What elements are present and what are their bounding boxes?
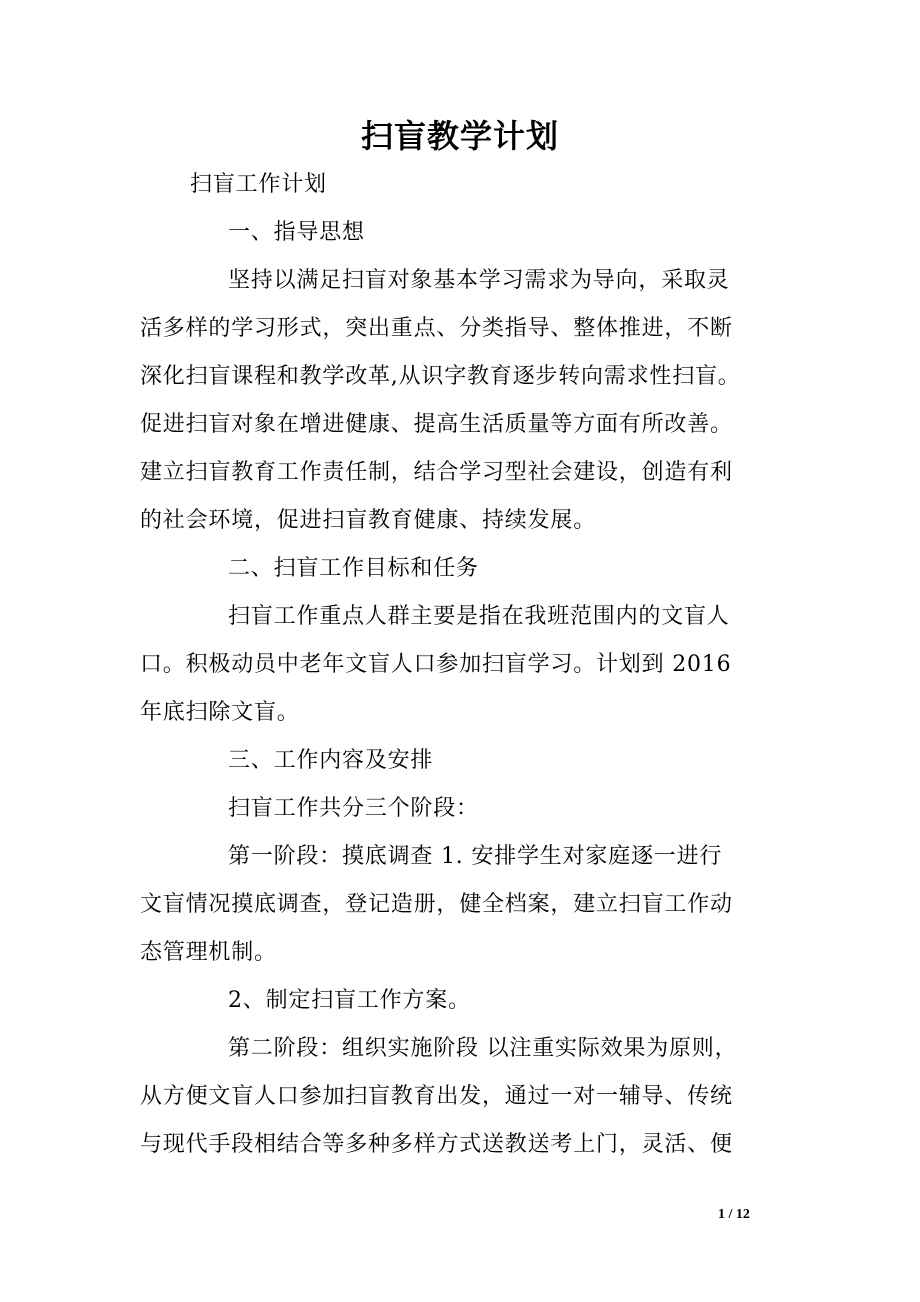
paragraph-line: 第二阶段：组织实施阶段 以注重实际效果为原则，: [228, 1036, 738, 1061]
paragraph-line: 促进扫盲对象在增进健康、提高生活质量等方面有所改善。: [140, 412, 733, 437]
paragraph-line: 坚持以满足扫盲对象基本学习需求为导向，采取灵: [228, 268, 730, 293]
paragraph-line: 态管理机制。: [140, 940, 277, 965]
paragraph-line: 从方便文盲人口参加扫盲教育出发，通过一对一辅导、传统: [140, 1084, 733, 1109]
paragraph-line: 活多样的学习形式，突出重点、分类指导、整体推进，不断: [140, 316, 733, 341]
document-body: [140, 161, 782, 1169]
paragraph-line: 年底扫除文盲。: [140, 700, 300, 725]
section-heading-2: 二、扫盲工作目标和任务: [228, 556, 479, 581]
paragraph-line: 文盲情况摸底调查，登记造册，健全档案，建立扫盲工作动: [140, 892, 733, 917]
paragraph-line: 口。积极动员中老年文盲人口参加扫盲学习。计划到 2016: [140, 652, 732, 677]
document-title: 扫盲教学计划: [360, 117, 559, 155]
subtitle-line: 扫盲工作计划: [190, 172, 327, 197]
section-heading-1: 一、指导思想: [228, 220, 365, 245]
paragraph-line: 的社会环境，促进扫盲教育健康、持续发展。: [140, 508, 597, 533]
paragraph-line: 深化扫盲课程和教学改革,从识字教育逐步转向需求性扫盲。: [140, 364, 741, 389]
page-number: 1 / 12: [718, 1207, 750, 1222]
paragraph-line: 扫盲工作共分三个阶段：: [228, 796, 479, 821]
paragraph-line: 扫盲工作重点人群主要是指在我班范围内的文盲人: [228, 604, 730, 629]
paragraph-line: 建立扫盲教育工作责任制，结合学习型社会建设，创造有利: [140, 460, 733, 485]
paragraph-line: 2、制定扫盲工作方案。: [228, 988, 471, 1013]
section-heading-3: 三、工作内容及安排: [228, 748, 434, 773]
paragraph-line: 第一阶段：摸底调查 1. 安排学生对家庭逐一进行: [228, 844, 723, 869]
paragraph-line: 与现代手段相结合等多种多样方式送教送考上门，灵活、便: [140, 1132, 733, 1157]
